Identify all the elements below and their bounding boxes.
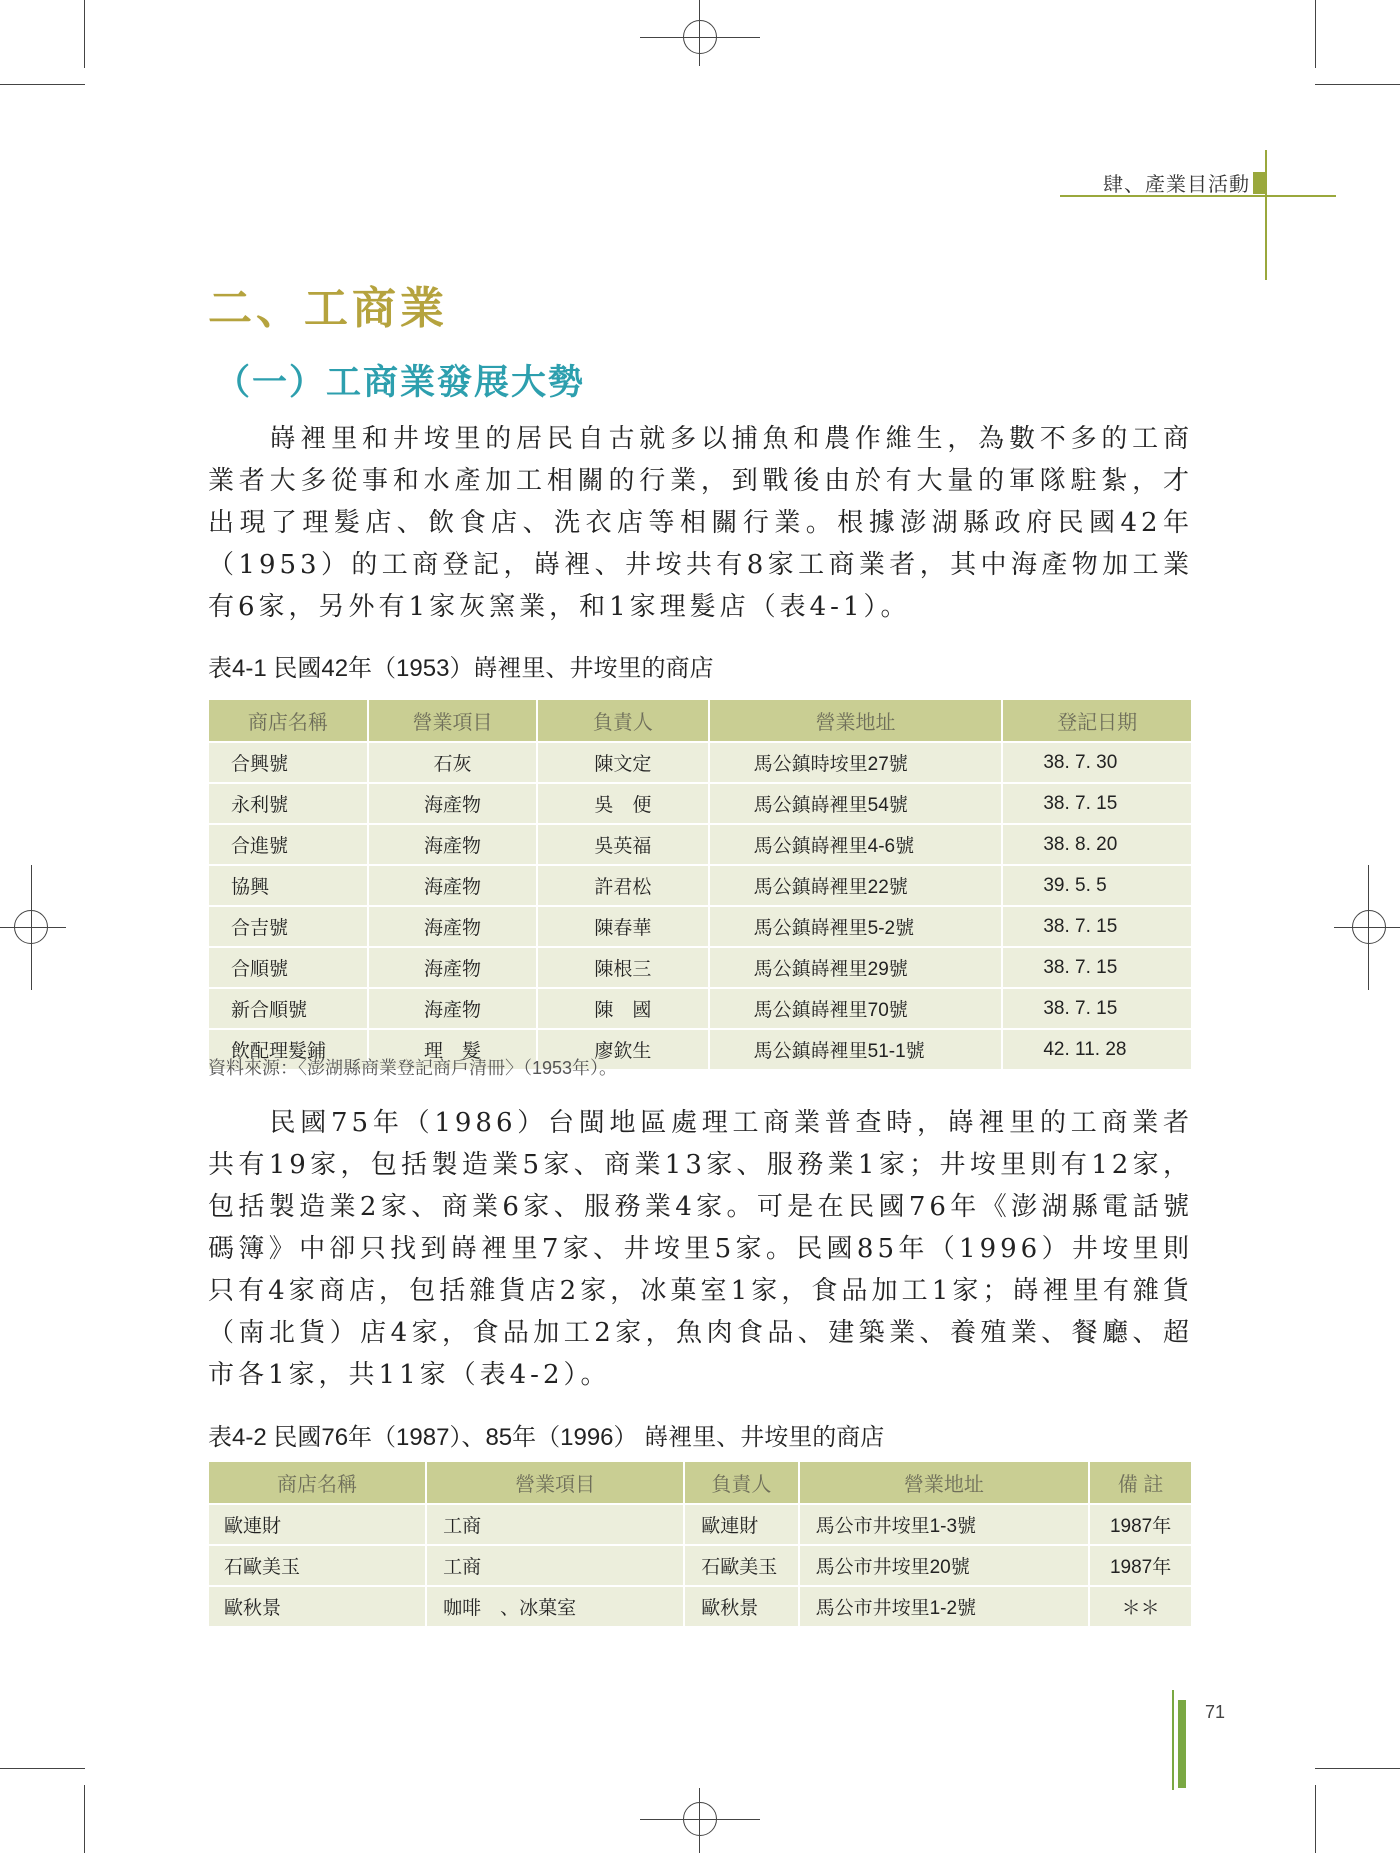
shop-name-cell: 永利號	[209, 783, 368, 824]
business-cell: 咖啡 、冰菓室	[426, 1586, 684, 1626]
table-caption: 表4-1 民國42年（1953）嵵裡里、井垵里的商店	[208, 655, 714, 682]
date-cell: 38. 7. 15	[1002, 988, 1191, 1029]
table-caption: 表4-2 民國76年（1987）、85年（1996） 嵵裡里、井垵里的商店	[208, 1424, 885, 1451]
table-row	[209, 1545, 1191, 1586]
registration-mark	[0, 927, 66, 928]
owner-cell: 吳英福	[537, 824, 708, 865]
business-cell: 海產物	[368, 906, 537, 947]
shop-name-cell: 石歐美玉	[209, 1545, 426, 1586]
column-header: 備 註	[1089, 1462, 1191, 1504]
header-marker	[1253, 172, 1267, 194]
table-row	[209, 783, 1191, 824]
column-header: 商店名稱	[209, 1462, 426, 1504]
registration-mark	[1334, 927, 1400, 928]
table-header-row	[209, 1462, 1191, 1504]
shop-name-cell: 合進號	[209, 824, 368, 865]
business-cell: 海產物	[368, 865, 537, 906]
address-cell: 馬公鎮嵵裡里29號	[709, 947, 1003, 988]
owner-cell: 吳 便	[537, 783, 708, 824]
shop-name-cell: 合吉號	[209, 906, 368, 947]
subsection-title: （一）工商業發展大勢	[215, 363, 586, 403]
column-header: 營業項目	[368, 700, 537, 742]
section-title: 二、工商業	[208, 283, 448, 334]
note-cell: ＊＊	[1089, 1586, 1191, 1626]
business-cell: 工商	[426, 1504, 684, 1545]
column-header: 營業地址	[799, 1462, 1090, 1504]
body-paragraph: 嵵裡里和井垵里的居民自古就多以捕魚和農作維生，為數不多的工商業者大多從事和水產加工相關的行業，到戰後由於有大量的軍隊駐紮，才出現了理髮店、飲食店、洗衣店等相關行業。根據澎湖縣政府民國42年（1953）的工商登記，嵵裡、井垵共有8家工商業者，其中海產物加工業有6家，另外有1家灰窯業，和1家理髮店（表4-1）。	[208, 424, 1193, 622]
chapter-header: 肆、產業目活動	[1103, 172, 1250, 196]
table-row	[209, 824, 1191, 865]
address-cell: 馬公市井垵里1-2號	[799, 1586, 1090, 1626]
column-header: 商店名稱	[209, 700, 368, 742]
shop-name-cell: 合興號	[209, 742, 368, 783]
column-header: 登記日期	[1002, 700, 1191, 742]
address-cell: 馬公鎮時垵里27號	[709, 742, 1003, 783]
table-header-row	[209, 700, 1191, 742]
crop-mark	[84, 0, 85, 68]
owner-cell: 廖欽生	[537, 1029, 708, 1069]
body-paragraph: 民國75年（1986）台閩地區處理工商業普查時，嵵裡里的工商業者共有19家，包括製造業5家、商業13家、服務業1家；井垵里則有12家，包括製造業2家、商業6家、服務業4家。可是在民國76年《澎湖縣電話號碼簿》中卻只找到嵵裡里7家、井垵里5家。民國85年（1996）井垵里則只有4家商店，包括雜貨店2家，冰菓室1家，食品加工1家；嵵裡里有雜貨（南北貨）店4家，食品加工2家，魚肉食品、建築業、養殖業、餐廳、超市各1家，共11家（表4-2）。	[208, 1108, 1193, 1390]
date-cell: 39. 5. 5	[1002, 865, 1191, 906]
address-cell: 馬公鎮嵵裡里22號	[709, 865, 1003, 906]
crop-mark	[0, 84, 85, 85]
table-row	[209, 906, 1191, 947]
note-cell: 1987年	[1089, 1545, 1191, 1586]
business-cell: 海產物	[368, 783, 537, 824]
shop-name-cell: 合順號	[209, 947, 368, 988]
column-header: 營業項目	[426, 1462, 684, 1504]
table-source-note: 資料來源：〈澎湖縣商業登記商戶清冊〉（1953年）。	[208, 1058, 618, 1078]
business-cell: 海產物	[368, 824, 537, 865]
shops-table-1987-1996	[209, 1462, 1191, 1626]
column-header: 負責人	[537, 700, 708, 742]
page-number-rule	[1172, 1690, 1174, 1790]
table-row	[209, 947, 1191, 988]
business-cell: 海產物	[368, 988, 537, 1029]
shop-name-cell: 歐秋景	[209, 1586, 426, 1626]
table-row	[209, 988, 1191, 1029]
shop-name-cell: 新合順號	[209, 988, 368, 1029]
owner-cell: 陳 國	[537, 988, 708, 1029]
crop-mark	[1315, 1785, 1316, 1853]
owner-cell: 石歐美玉	[684, 1545, 798, 1586]
shop-name-cell: 協興	[209, 865, 368, 906]
date-cell: 38. 7. 30	[1002, 742, 1191, 783]
column-header: 營業地址	[709, 700, 1003, 742]
crop-mark	[1315, 84, 1400, 85]
note-cell: 1987年	[1089, 1504, 1191, 1545]
crop-mark	[1315, 0, 1316, 68]
owner-cell: 歐秋景	[684, 1586, 798, 1626]
table-row	[209, 865, 1191, 906]
crop-mark	[84, 1785, 85, 1853]
owner-cell: 陳春華	[537, 906, 708, 947]
address-cell: 馬公鎮嵵裡里4-6號	[709, 824, 1003, 865]
column-header: 負責人	[684, 1462, 798, 1504]
header-rule	[1265, 150, 1267, 280]
address-cell: 馬公鎮嵵裡里54號	[709, 783, 1003, 824]
address-cell: 馬公市井垵里1-3號	[799, 1504, 1090, 1545]
owner-cell: 歐連財	[684, 1504, 798, 1545]
registration-mark	[699, 0, 700, 66]
date-cell: 38. 7. 15	[1002, 906, 1191, 947]
address-cell: 馬公鎮嵵裡里51-1號	[709, 1029, 1003, 1069]
owner-cell: 陳根三	[537, 947, 708, 988]
registration-mark	[640, 1819, 760, 1820]
crop-mark	[1315, 1768, 1400, 1769]
shops-table-1953	[209, 700, 1191, 1069]
business-cell: 海產物	[368, 947, 537, 988]
registration-mark	[31, 865, 32, 990]
date-cell: 38. 7. 15	[1002, 783, 1191, 824]
date-cell: 38. 7. 15	[1002, 947, 1191, 988]
registration-mark	[699, 1788, 700, 1853]
table-row	[209, 742, 1191, 783]
owner-cell: 許君松	[537, 865, 708, 906]
owner-cell: 陳文定	[537, 742, 708, 783]
address-cell: 馬公鎮嵵裡里70號	[709, 988, 1003, 1029]
page-number: 71	[1205, 1702, 1226, 1722]
date-cell: 42. 11. 28	[1002, 1029, 1191, 1069]
crop-mark	[0, 1768, 85, 1769]
table-row	[209, 1504, 1191, 1545]
address-cell: 馬公市井垵里20號	[799, 1545, 1090, 1586]
registration-mark	[640, 37, 760, 38]
business-cell: 理 髮	[368, 1029, 537, 1069]
business-cell: 石灰	[368, 742, 537, 783]
business-cell: 工商	[426, 1545, 684, 1586]
registration-mark	[1368, 865, 1369, 990]
shop-name-cell: 歐連財	[209, 1504, 426, 1545]
table-row	[209, 1586, 1191, 1626]
date-cell: 38. 8. 20	[1002, 824, 1191, 865]
page-number-bar	[1178, 1700, 1186, 1788]
shop-name-cell: 飲配理髮鋪	[209, 1029, 368, 1069]
address-cell: 馬公鎮嵵裡里5-2號	[709, 906, 1003, 947]
